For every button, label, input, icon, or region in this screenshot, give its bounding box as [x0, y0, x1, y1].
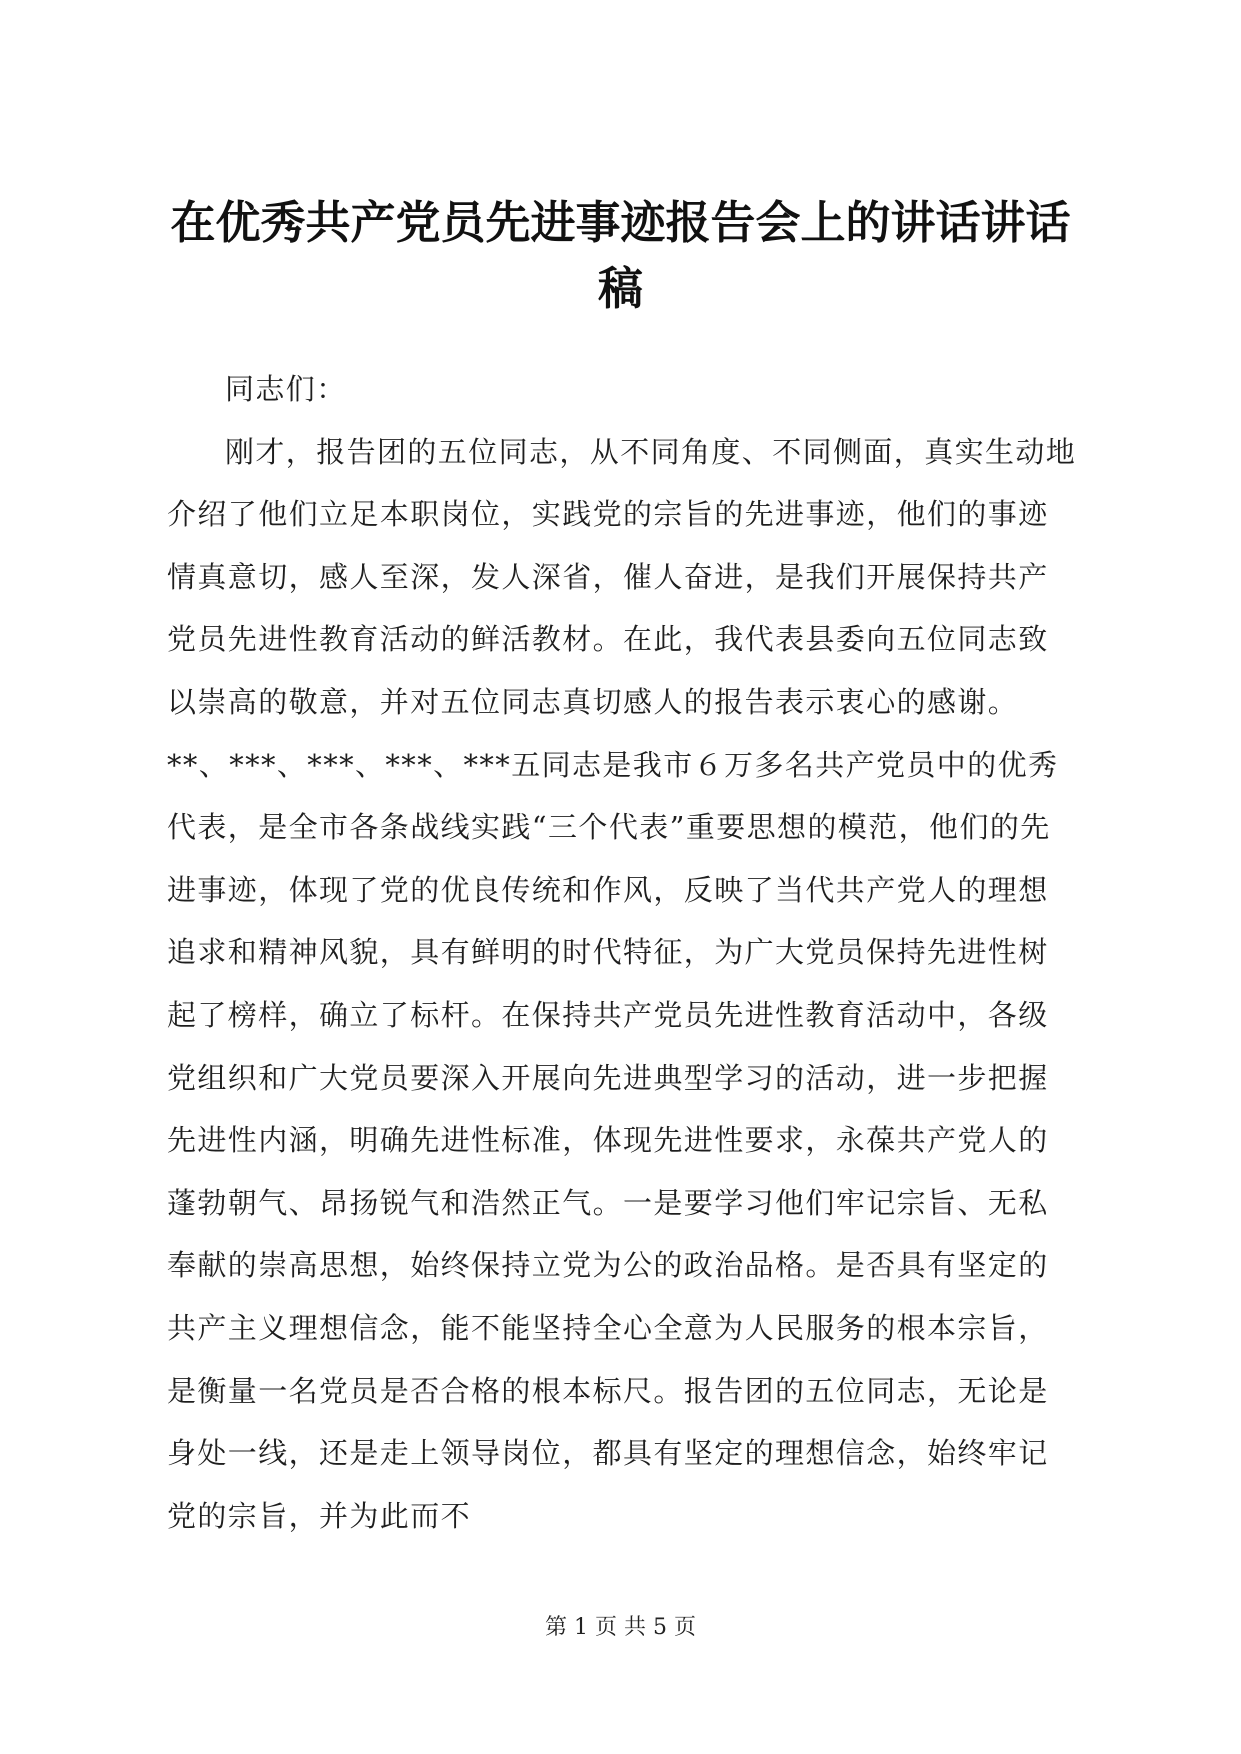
greeting: 同志们： [225, 372, 347, 406]
page-number: 第 1 页 共 5 页 [545, 1615, 696, 1640]
page-footer [0, 1610, 1241, 1641]
paragraph: 刚才，报告团的五位同志，从不同角度、不同侧面，真实生动地介绍了他们立足本职岗位，实践党的宗旨的先进事迹，他们的事迹情真意切，感人至深，发人深省，催人奋进，是我们开展保持共产党员先进性教育活动的鲜活教材。在此，我代表县委向五位同志致以崇高的敬意，并对五位同志真切感人的报告表示衷心的感谢。**、***、***、***、***五同志是我市６万多名共产党员中的优秀代表，是全市各条战线实践“三个代表”重要思想的模范，他们的先进事迹，体现了党的优良传统和作风，反映了当代共产党人的理想追求和精神风貌，具有鲜明的时代特征，为广大党员保持先进性树起了榜样，确立了标杆。在保持共产党员先进性教育活动中，各级党组织和广大党员要深入开展向先进典型学习的活动，进一步把握先进性内涵，明确先进性标准，体现先进性要求，永葆共产党人的蓬勃朝气、昂扬锐气和浩然正气。一是要学习他们牢记宗旨、无私奉献的崇高思想，始终保持立党为公的政治品格。是否具有坚定的共产主义理想信念，能不能坚持全心全意为人民服务的根本宗旨，是衡量一名党员是否合格的根本标尺。报告团的五位同志，无论是身处一线，还是走上领导岗位，都具有坚定的理想信念，始终牢记党的宗旨，并为此而不 [167, 434, 1077, 1533]
document-body [167, 358, 1077, 1547]
document-title: 在优秀共产党员先进事迹报告会上的讲话讲话稿 [170, 196, 1071, 315]
